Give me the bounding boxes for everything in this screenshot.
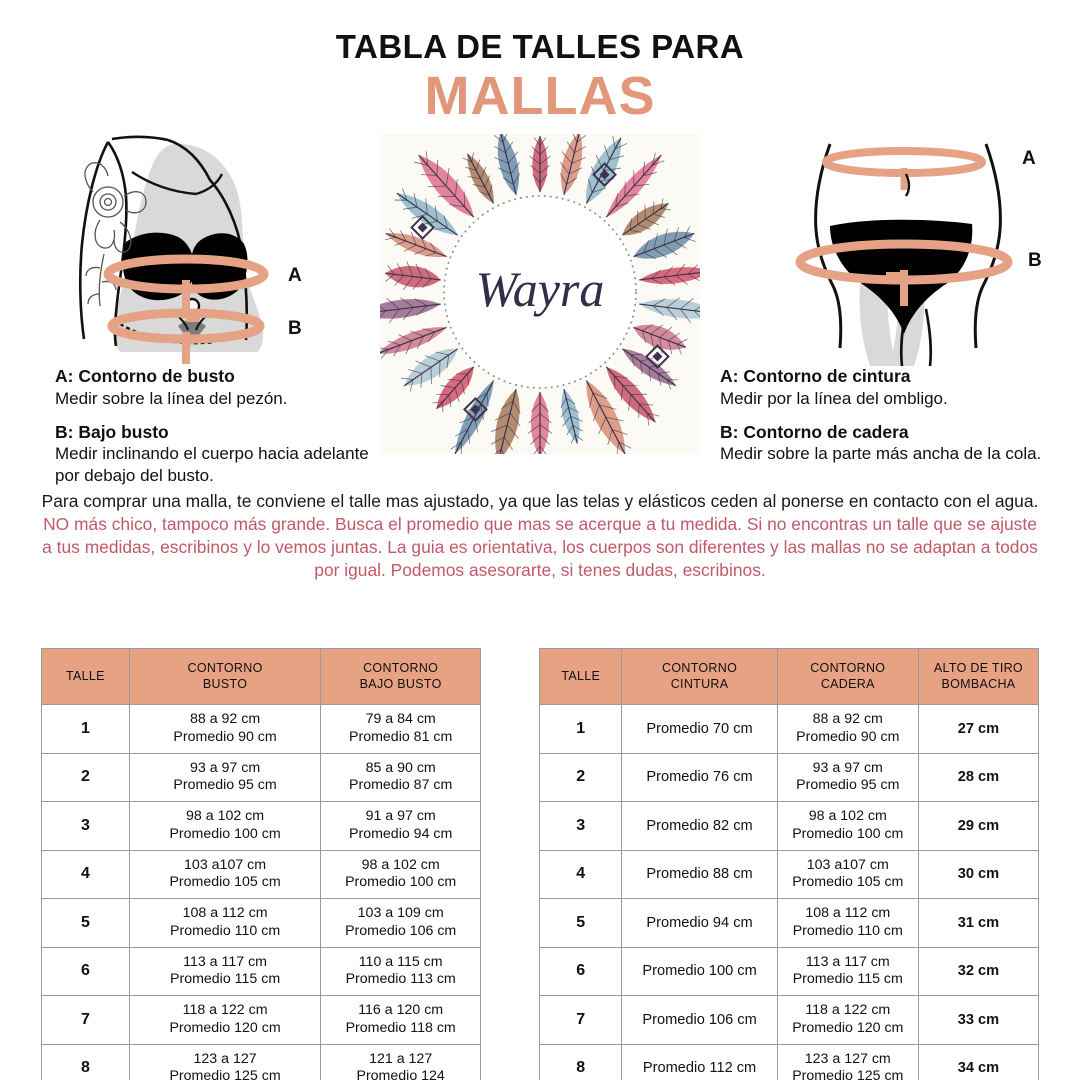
table-cell: 118 a 122 cm Promedio 120 cm <box>777 996 918 1045</box>
table-cell: Promedio 88 cm <box>622 850 777 899</box>
column-header: TALLE <box>540 649 622 705</box>
brand-logo-column <box>370 134 710 484</box>
table-cell: 88 a 92 cm Promedio 90 cm <box>777 705 918 754</box>
table-cell: 4 <box>42 850 130 899</box>
desc-b-cadera <box>720 422 1041 465</box>
table-cell: 6 <box>540 947 622 996</box>
table-cell: 123 a 127 Promedio 125 cm <box>129 1044 321 1080</box>
column-header: CONTORNO BAJO BUSTO <box>321 649 481 705</box>
inner-leg-right <box>926 309 931 366</box>
table-cell: 28 cm <box>918 753 1038 802</box>
desc-a-cintura-title: A: Contorno de cintura <box>720 366 911 387</box>
table-row <box>42 996 481 1045</box>
column-header: CONTORNO CINTURA <box>622 649 777 705</box>
table-cell: Promedio 100 cm <box>622 947 777 996</box>
table-cell: 103 a 109 cm Promedio 106 cm <box>321 899 481 948</box>
column-header: CONTORNO CADERA <box>777 649 918 705</box>
table-cell: Promedio 94 cm <box>622 899 777 948</box>
table-row <box>42 1044 481 1080</box>
table-cell: 3 <box>540 802 622 851</box>
table-cell: 2 <box>540 753 622 802</box>
advice-paragraph <box>40 490 1040 583</box>
table-cell: Promedio 106 cm <box>622 996 777 1045</box>
table-row <box>42 802 481 851</box>
table-cell: 5 <box>540 899 622 948</box>
table-cell: 113 a 117 cm Promedio 115 cm <box>777 947 918 996</box>
table-cell: 108 a 112 cm Promedio 110 cm <box>129 899 321 948</box>
shoulder-line <box>112 137 168 140</box>
bust-label-b: B <box>288 318 302 340</box>
size-tables <box>0 648 1080 1080</box>
table-header-row <box>42 649 481 705</box>
desc-b-cadera-text: Medir sobre la parte más ancha de la cola. <box>720 444 1042 464</box>
table-cell: Promedio 76 cm <box>622 753 777 802</box>
column-header: CONTORNO BUSTO <box>129 649 321 705</box>
table-cell: 121 a 127 Promedio 124 <box>321 1044 481 1080</box>
table-row <box>540 802 1039 851</box>
table-cell: 7 <box>540 996 622 1045</box>
table-cell: 93 a 97 cm Promedio 95 cm <box>129 753 321 802</box>
table-cell: 88 a 92 cm Promedio 90 cm <box>129 705 321 754</box>
table-cell: 1 <box>42 705 130 754</box>
table-row <box>540 947 1039 996</box>
table-row <box>540 753 1039 802</box>
hip-size-table <box>539 648 1039 1080</box>
desc-a-bust-text: Medir sobre la línea del pezón. <box>55 388 288 408</box>
table-cell: 33 cm <box>918 996 1038 1045</box>
desc-a-bust <box>55 366 370 409</box>
table-cell: 118 a 122 cm Promedio 120 cm <box>129 996 321 1045</box>
table-row <box>42 947 481 996</box>
column-header: ALTO DE TIRO BOMBACHA <box>918 649 1038 705</box>
table-cell: 34 cm <box>918 1044 1038 1080</box>
advice-pink-text: NO más chico, tampoco más grande. Busca el promedio que mas se acerque a tu medida. Si no encontras un talle que se ajuste a tus medidas, escribinos y lo vemos juntas. La guia es orientativa, los cuerpos son diferentes y las mallas no se adaptan a todos por igual. Podemos asesorarte, si tenes dudas, escribinos. <box>42 514 1038 581</box>
table-cell: Promedio 70 cm <box>622 705 777 754</box>
table-cell: 32 cm <box>918 947 1038 996</box>
table-row <box>540 899 1039 948</box>
desc-a-cintura-text: Medir por la línea del ombligo. <box>720 388 948 408</box>
table-cell: 27 cm <box>918 705 1038 754</box>
page-title <box>0 0 1080 126</box>
bust-descriptions <box>55 366 370 499</box>
desc-a-cintura <box>720 366 1041 409</box>
arm-outline <box>80 142 108 339</box>
desc-b-bajo-busto <box>55 422 370 486</box>
table-cell: 1 <box>540 705 622 754</box>
table-row <box>42 899 481 948</box>
table-cell: 30 cm <box>918 850 1038 899</box>
table-cell: 113 a 117 cm Promedio 115 cm <box>129 947 321 996</box>
table-cell: 98 a 102 cm Promedio 100 cm <box>129 802 321 851</box>
table-cell: 98 a 102 cm Promedio 100 cm <box>321 850 481 899</box>
bust-size-table <box>41 648 481 1080</box>
desc-a-bust-title: A: Contorno de busto <box>55 366 235 387</box>
table-row <box>540 996 1039 1045</box>
column-header: TALLE <box>42 649 130 705</box>
table-cell: 91 a 97 cm Promedio 94 cm <box>321 802 481 851</box>
bust-figure-column <box>0 134 370 484</box>
table-cell: 116 a 120 cm Promedio 118 cm <box>321 996 481 1045</box>
table-row <box>540 850 1039 899</box>
table-cell: 108 a 112 cm Promedio 110 cm <box>777 899 918 948</box>
brand-name: Wayra <box>475 261 605 318</box>
table-cell: 103 a107 cm Promedio 105 cm <box>129 850 321 899</box>
table-cell: 4 <box>540 850 622 899</box>
table-row <box>42 753 481 802</box>
hip-label-a: A <box>1022 148 1036 170</box>
bust-label-a: A <box>288 265 302 287</box>
table-cell: 2 <box>42 753 130 802</box>
table-cell: 5 <box>42 899 130 948</box>
title-line-2: MALLAS <box>424 65 656 126</box>
table-cell: 110 a 115 cm Promedio 113 cm <box>321 947 481 996</box>
table-header-row <box>540 649 1039 705</box>
table-cell: Promedio 82 cm <box>622 802 777 851</box>
table-cell: 3 <box>42 802 130 851</box>
desc-b-bajo-busto-title: B: Bajo busto <box>55 421 169 442</box>
table-row <box>540 1044 1039 1080</box>
desc-b-cadera-title: B: Contorno de cadera <box>720 421 909 442</box>
table-cell: 85 a 90 cm Promedio 87 cm <box>321 753 481 802</box>
hip-label-b: B <box>1028 250 1042 272</box>
tape-measure-a <box>826 151 982 190</box>
table-row <box>42 850 481 899</box>
hip-figure-column <box>710 134 1080 484</box>
wreath-of-feathers-logo <box>380 134 700 454</box>
table-row <box>540 705 1039 754</box>
table-cell: 29 cm <box>918 802 1038 851</box>
table-cell: 123 a 127 cm Promedio 125 cm <box>777 1044 918 1080</box>
hip-measurement-figure <box>710 134 1080 374</box>
bust-measurement-figure <box>0 134 370 374</box>
table-cell: Promedio 112 cm <box>622 1044 777 1080</box>
table-cell: 98 a 102 cm Promedio 100 cm <box>777 802 918 851</box>
desc-b-bajo-busto-text: Medir inclinando el cuerpo hacia adelante por debajo del busto. <box>55 444 369 485</box>
hip-descriptions <box>720 366 1041 478</box>
table-row <box>42 705 481 754</box>
illustrations-row <box>0 134 1080 484</box>
title-line-1: TABLA DE TALLES PARA <box>335 28 745 65</box>
table-cell: 103 a107 cm Promedio 105 cm <box>777 850 918 899</box>
table-cell: 7 <box>42 996 130 1045</box>
table-cell: 8 <box>540 1044 622 1080</box>
table-cell: 93 a 97 cm Promedio 95 cm <box>777 753 918 802</box>
advice-black-text: Para comprar una malla, te conviene el talle mas ajustado, ya que las telas y elásticos ceden al ponerse en contacto con el agua. <box>41 491 1039 512</box>
table-cell: 8 <box>42 1044 130 1080</box>
table-cell: 6 <box>42 947 130 996</box>
table-cell: 31 cm <box>918 899 1038 948</box>
table-cell: 79 a 84 cm Promedio 81 cm <box>321 705 481 754</box>
